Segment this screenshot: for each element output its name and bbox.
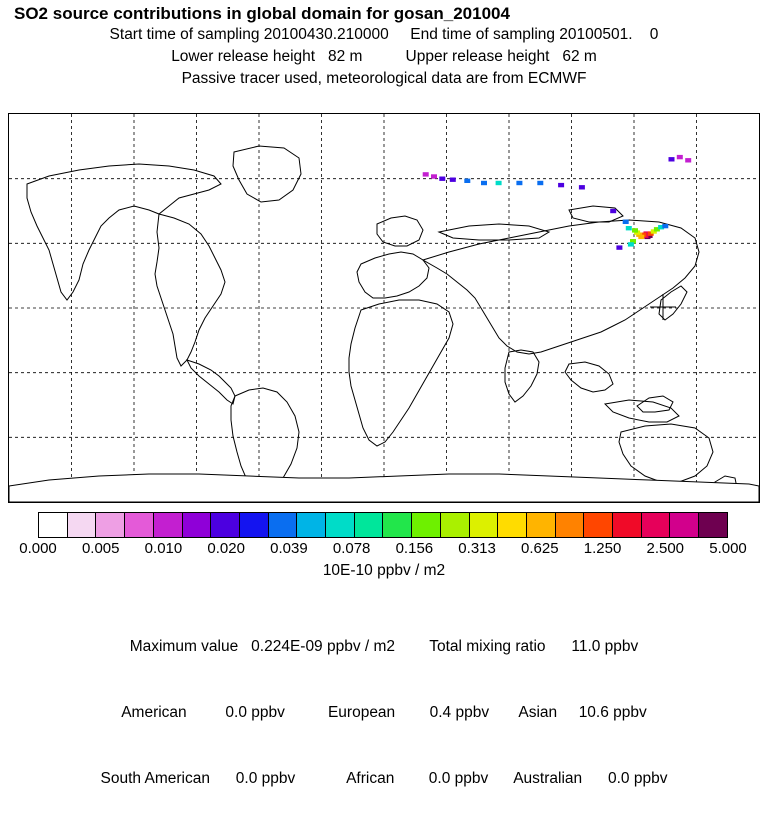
colorbar [38, 512, 728, 538]
contrib-line-1: American 0.0 ppbv European 0.4 ppbv Asian 10.6 ppbv [121, 704, 647, 721]
colorbar-cell [670, 513, 699, 537]
colorbar-tick: 0.020 [207, 540, 245, 557]
map-panel[interactable] [8, 113, 760, 503]
colorbar-cell [39, 513, 68, 537]
colorbar-tick: 0.625 [521, 540, 559, 557]
plume-cell [481, 181, 487, 185]
colorbar-cell [383, 513, 412, 537]
colorbar-cell [240, 513, 269, 537]
max-value-line: Maximum value 0.224E-09 ppbv / m2 Total mixing ratio 11.0 ppbv [129, 638, 639, 655]
plume-cell [439, 177, 445, 181]
tracer-meteo-line: Passive tracer used, meteorological data are from ECMWF [181, 70, 587, 87]
colorbar-strip [38, 512, 728, 538]
colorbar-cell [154, 513, 183, 537]
plume-cell [669, 157, 675, 161]
colorbar-cell [584, 513, 613, 537]
world-map [9, 114, 759, 502]
plume-cell [558, 183, 564, 187]
colorbar-tick: 5.000 [709, 540, 747, 557]
colorbar-tick: 0.039 [270, 540, 308, 557]
colorbar-tick: 0.313 [458, 540, 496, 557]
plume-cell [623, 220, 629, 224]
colorbar-cell [355, 513, 384, 537]
colorbar-cell [96, 513, 125, 537]
colorbar-cell [269, 513, 298, 537]
plume-cell [450, 178, 456, 182]
plume-cell [423, 172, 429, 176]
colorbar-tick: 0.005 [81, 540, 120, 557]
plume-cell [628, 242, 634, 246]
plume-cell [431, 174, 437, 178]
colorbar-unit-label: 10E-10 ppbv / m2 [322, 562, 446, 579]
colorbar-cell [642, 513, 671, 537]
colorbar-cell [183, 513, 212, 537]
colorbar-cell [699, 513, 727, 537]
colorbar-cell [68, 513, 97, 537]
colorbar-tick: 0.000 [19, 540, 57, 557]
colorbar-cell [556, 513, 585, 537]
colorbar-cell [613, 513, 642, 537]
statistics-footer [0, 592, 768, 834]
release-height-line: Lower release height 82 m Upper release height 62 m [171, 48, 597, 65]
colorbar-tick-labels [0, 540, 768, 558]
plume-cell [685, 158, 691, 162]
colorbar-tick: 0.078 [332, 540, 371, 557]
colorbar-cell [326, 513, 355, 537]
plume-cell [464, 179, 470, 183]
contrib-line-2: South American 0.0 ppbv African 0.0 ppbv Australian 0.0 ppbv [100, 770, 668, 787]
plume-cell [537, 181, 543, 185]
colorbar-cell [441, 513, 470, 537]
plume-overlay [423, 155, 692, 250]
colorbar-tick: 2.500 [646, 540, 685, 557]
colorbar-cell [211, 513, 240, 537]
colorbar-cell [527, 513, 556, 537]
plume-cell [677, 155, 683, 159]
sampling-time-line: Start time of sampling 20100430.210000 End time of sampling 20100501. 0 [109, 26, 659, 43]
colorbar-cell [470, 513, 499, 537]
figure-header [0, 0, 768, 90]
plume-cell [496, 181, 502, 185]
colorbar-cell [297, 513, 326, 537]
colorbar-cell [125, 513, 154, 537]
release-site-marker [650, 294, 676, 320]
graticule [9, 114, 759, 502]
colorbar-tick: 0.156 [395, 540, 434, 557]
plume-cell [610, 209, 616, 213]
plume-cell [626, 226, 632, 230]
plume-cell [616, 245, 622, 249]
colorbar-cell [498, 513, 527, 537]
plume-cell [662, 224, 668, 228]
plume-cell [579, 185, 585, 189]
page-title: SO2 source contributions in global domain for gosan_201004 [14, 4, 510, 23]
plume-cell [632, 228, 638, 232]
colorbar-tick: 1.250 [583, 540, 622, 557]
colorbar-tick: 0.010 [144, 540, 183, 557]
plume-cell [516, 181, 522, 185]
colorbar-cell [412, 513, 441, 537]
